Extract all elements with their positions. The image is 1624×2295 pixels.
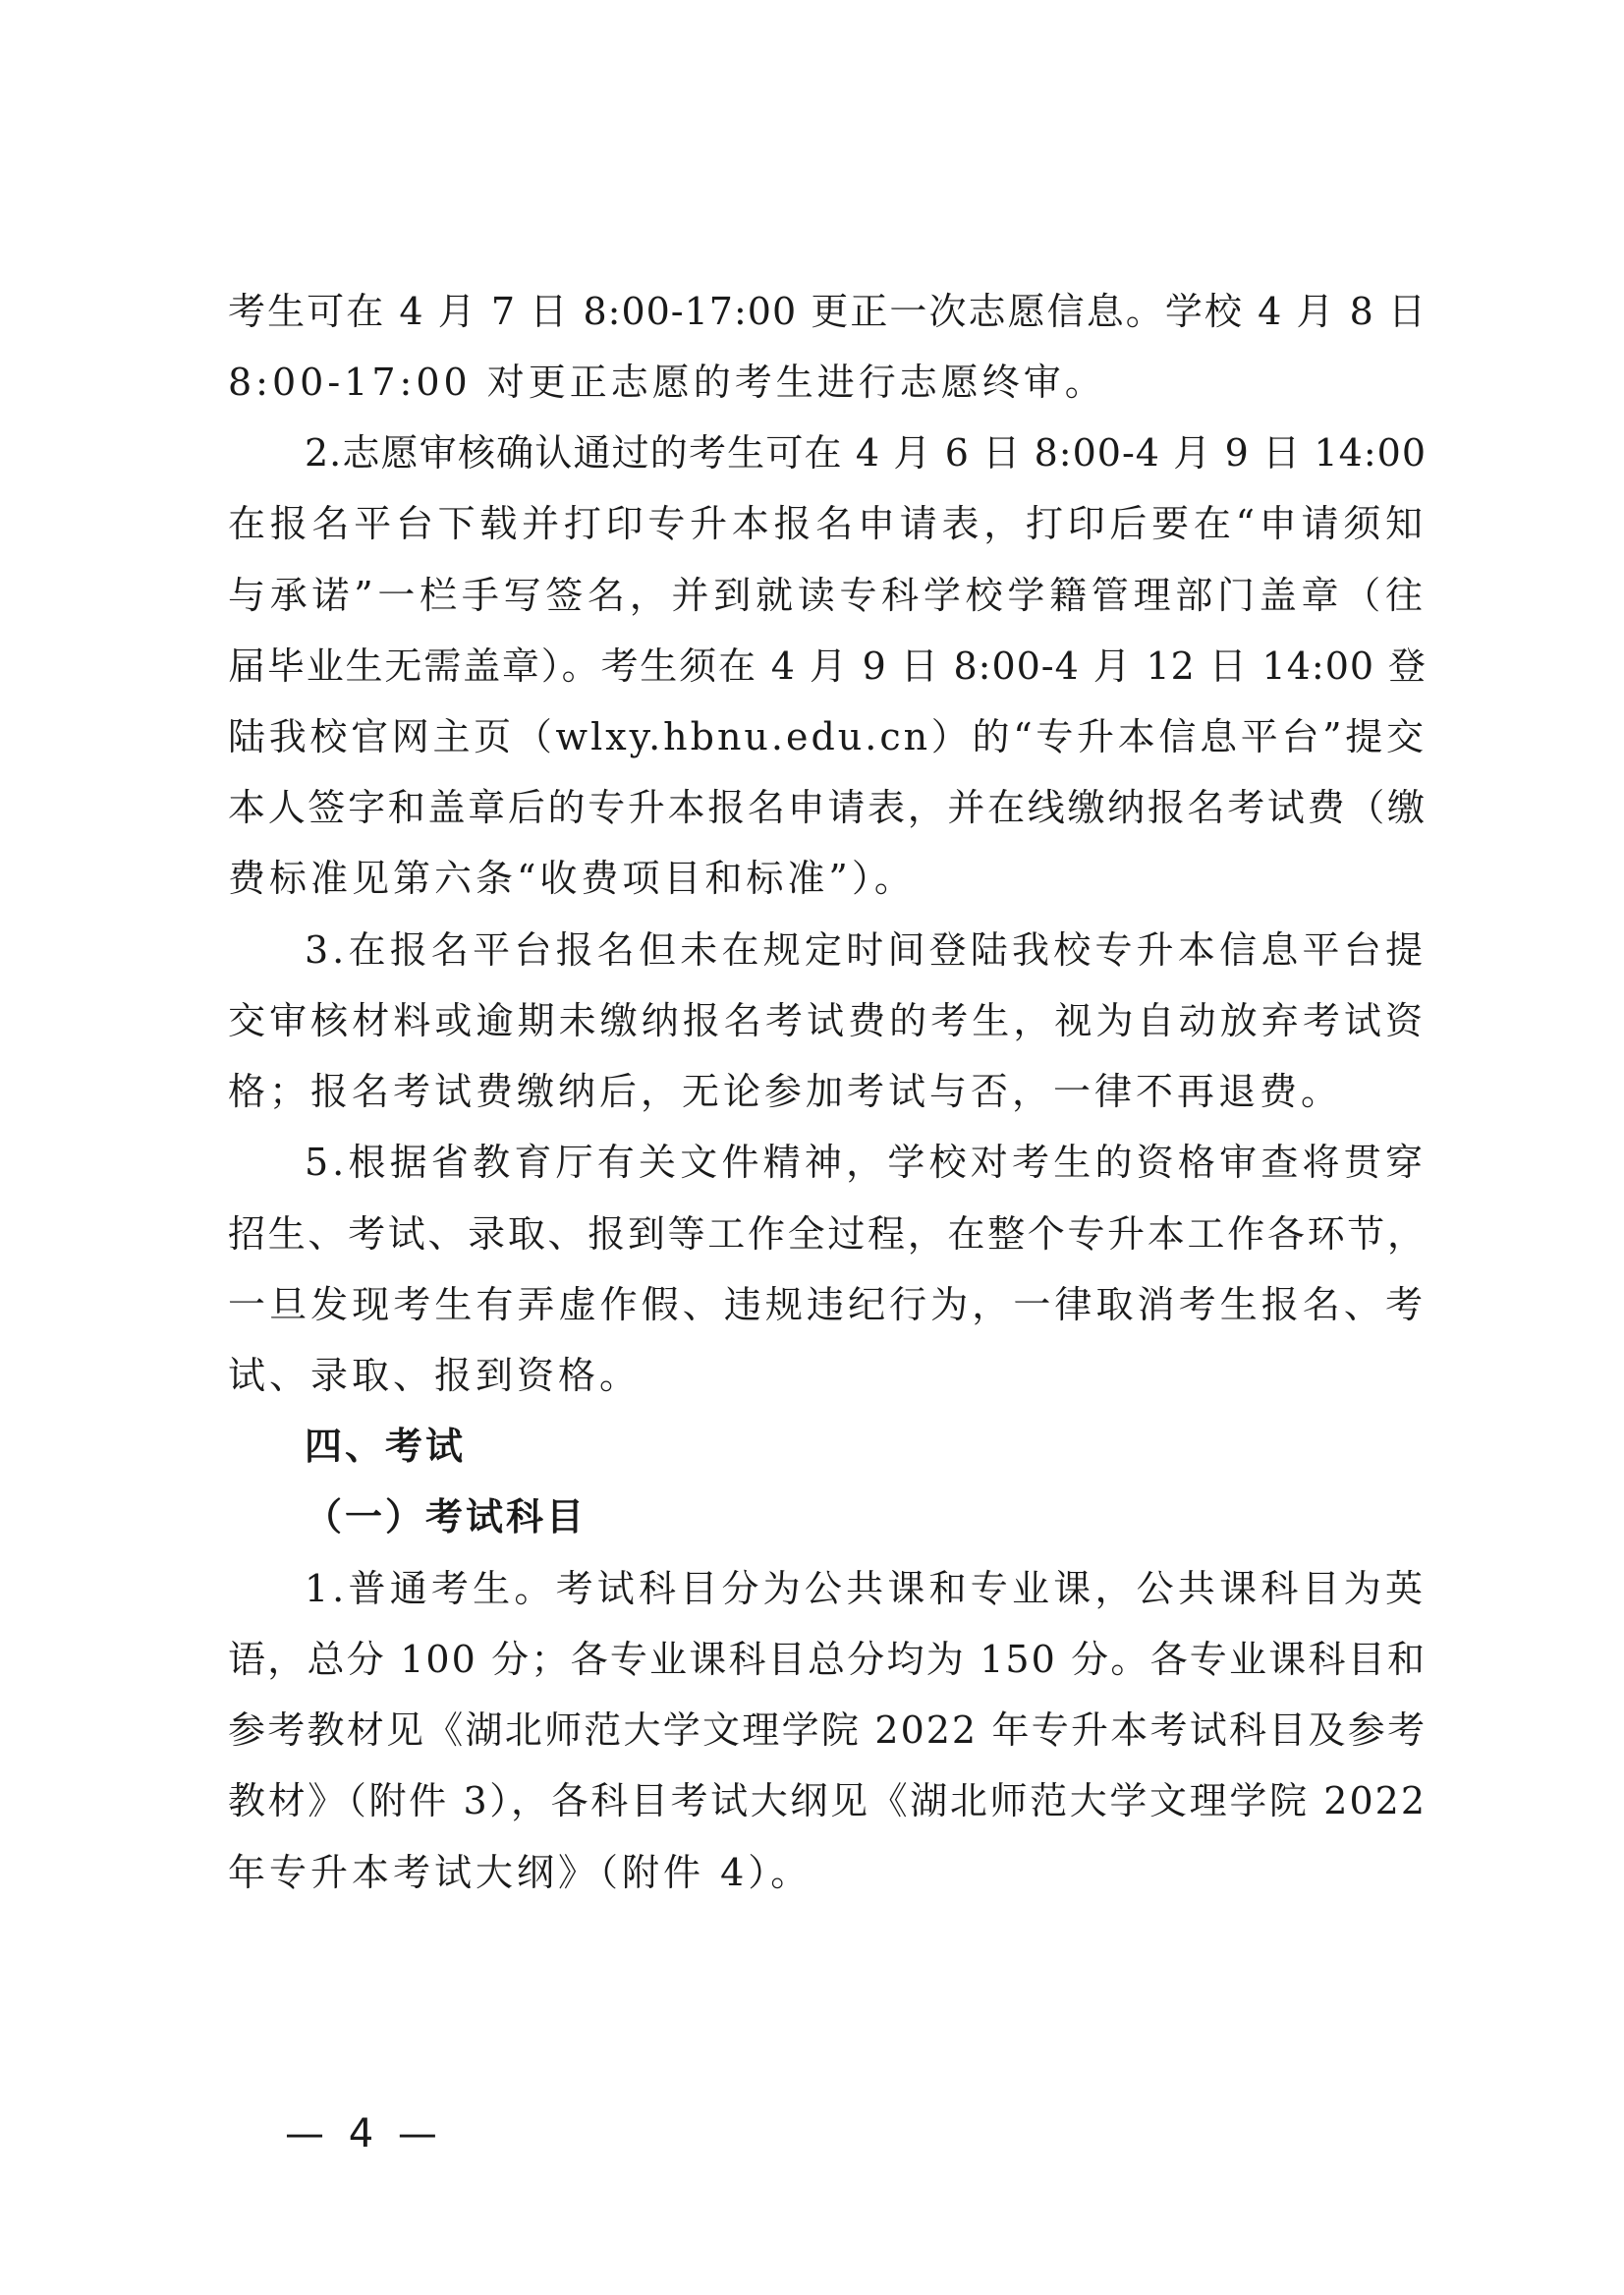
- text-line: 一旦发现考生有弄虚作假、违规违纪行为，一律取消考生报名、考: [228, 1283, 1427, 1326]
- text-line: 招生、考试、录取、报到等工作全过程，在整个专升本工作各环节，: [228, 1212, 1427, 1256]
- text-line: 届毕业生无需盖章）。考生须在 4 月 9 日 8:00-4 月 12 日 14:00 登: [228, 644, 1427, 688]
- text-line: 交审核材料或逾期未缴纳报名考试费的考生，视为自动放弃考试资: [228, 999, 1427, 1042]
- text-line: 教材》（附件 3），各科目考试大纲见《湖北师范大学文理学院 2022: [228, 1779, 1427, 1822]
- text-line: 语，总分 100 分；各专业课科目总分均为 150 分。各专业课科目和: [228, 1638, 1427, 1681]
- text-line: 本人签字和盖章后的专升本报名申请表，并在线缴纳报名考试费（缴: [228, 786, 1427, 829]
- text-line: 考生可在 4 月 7 日 8:00-17:00 更正一次志愿信息。学校 4 月 8 日: [228, 290, 1427, 333]
- subsection-heading: （一）考试科目: [305, 1495, 588, 1539]
- text-line: 费标准见第六条“收费项目和标准”）。: [228, 857, 916, 900]
- text-line: 陆我校官网主页（wlxy.hbnu.edu.cn）的“专升本信息平台”提交: [228, 715, 1427, 758]
- section-heading: 四、考试: [305, 1425, 467, 1468]
- text-line: 2.志愿审核确认通过的考生可在 4 月 6 日 8:00-4 月 9 日 14:00: [305, 431, 1427, 475]
- text-line: 1.普通考生。考试科目分为公共课和专业课，公共课科目为英: [305, 1567, 1427, 1610]
- text-line: 5.根据省教育厅有关文件精神，学校对考生的资格审查将贯穿: [305, 1141, 1427, 1184]
- text-line: 年专升本考试大纲》（附件 4）。: [228, 1851, 812, 1894]
- text-line: 格；报名考试费缴纳后，无论参加考试与否，一律不再退费。: [228, 1070, 1343, 1113]
- page-number: — 4 —: [285, 2111, 443, 2156]
- text-line: 参考教材见《湖北师范大学文理学院 2022 年专升本考试科目及参考: [228, 1708, 1427, 1752]
- text-line: 与承诺”一栏手写签名，并到就读专科学校学籍管理部门盖章（往: [228, 574, 1427, 617]
- text-line: 试、录取、报到资格。: [228, 1354, 642, 1397]
- text-line: 3.在报名平台报名但未在规定时间登陆我校专升本信息平台提: [305, 928, 1427, 972]
- text-line: 8:00-17:00 对更正志愿的考生进行志愿终审。: [228, 361, 1106, 404]
- text-line: 在报名平台下载并打印专升本报名申请表，打印后要在“申请须知: [228, 502, 1427, 545]
